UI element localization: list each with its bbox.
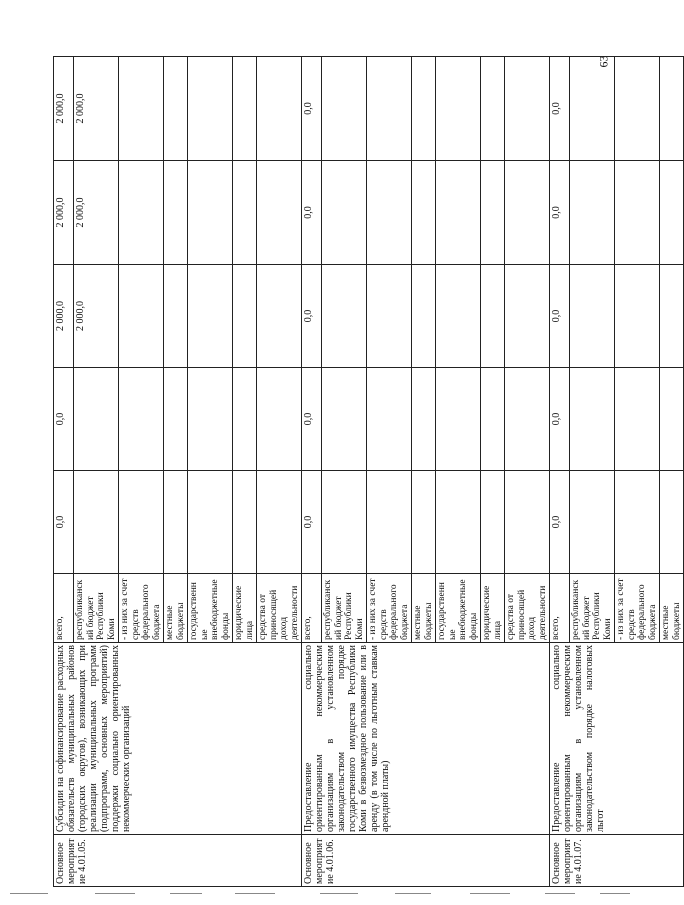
funding-source: государственные внебюджетные фонды [436,574,481,643]
measure-code: Основное мероприятие 4.01.07. [550,835,684,887]
measure-code: Основное мероприятие 4.01.06. [302,835,550,887]
scan-mark [10,893,48,894]
amount-cell [164,368,188,471]
scan-mark [320,893,358,894]
scan-mark [470,893,510,894]
amount-cell: 2 000,0 [74,265,119,368]
amount-cell [257,265,302,368]
amount-cell [322,161,367,265]
amount-cell: 0,0 [550,265,570,368]
amount-cell [570,471,615,574]
amount-cell [164,161,188,265]
amount-cell [164,57,188,161]
amount-cell [257,368,302,471]
amount-cell [436,265,481,368]
funding-source: средства от приносящей доход деятельности [257,574,302,643]
amount-cell [412,265,436,368]
scan-mark [95,893,135,894]
amount-cell [660,368,684,471]
amount-cell [188,265,233,368]
amount-cell: 2 000,0 [54,265,74,368]
measure-description: Предоставление социально ориентированным некоммерческим организациям в установленном законодательством порядке налоговых льгот [550,643,684,835]
amount-cell: 0,0 [302,265,322,368]
amount-cell [164,265,188,368]
amount-cell [505,57,550,161]
amount-cell [233,471,257,574]
scan-mark [545,893,575,894]
amount-cell [74,471,119,574]
amount-cell [570,161,615,265]
amount-cell [322,471,367,574]
amount-cell: 0,0 [54,368,74,471]
amount-cell [188,471,233,574]
amount-cell: 0,0 [550,57,570,161]
amount-cell [367,471,412,574]
amount-cell [367,161,412,265]
funding-source: республиканский бюджет Республики Коми [322,574,367,643]
amount-cell [188,161,233,265]
funding-source: всего, [302,574,322,643]
amount-cell [660,161,684,265]
amount-cell [322,368,367,471]
scan-mark [600,893,630,894]
amount-cell [257,471,302,574]
amount-cell [119,265,164,368]
amount-cell [119,57,164,161]
amount-cell [660,57,684,161]
amount-cell [367,368,412,471]
amount-cell [660,471,684,574]
amount-cell [481,265,505,368]
scan-mark [235,893,275,894]
amount-cell [436,161,481,265]
amount-cell [322,265,367,368]
funding-source: средства от приносящей доход деятельности [505,574,550,643]
amount-cell [188,57,233,161]
amount-cell [436,368,481,471]
amount-cell: 0,0 [54,471,74,574]
amount-cell: 2 000,0 [54,161,74,265]
amount-cell [570,57,615,161]
amount-cell [367,57,412,161]
amount-cell: 0,0 [550,471,570,574]
budget-table [53,56,684,887]
amount-cell [119,368,164,471]
amount-cell: 2 000,0 [74,57,119,161]
amount-cell [412,368,436,471]
funding-source: государственные внебюджетные фонды [188,574,233,643]
funding-source: республиканский бюджет Республики Коми [570,574,615,643]
amount-cell [74,368,119,471]
amount-cell [233,368,257,471]
funding-source: местные бюджеты [164,574,188,643]
amount-cell [505,471,550,574]
amount-cell [660,265,684,368]
amount-cell [570,368,615,471]
scan-mark [395,893,431,894]
amount-cell [615,161,660,265]
amount-cell [164,471,188,574]
amount-cell: 0,0 [550,161,570,265]
amount-cell: 2 000,0 [74,161,119,265]
table-row [54,57,74,887]
measure-code: Основное мероприятие 4.01.05. [54,835,302,887]
amount-cell [615,57,660,161]
amount-cell [257,161,302,265]
funding-source: юридические лица [481,574,505,643]
amount-cell [436,471,481,574]
funding-source: местные бюджеты [412,574,436,643]
funding-source: - из них за счет средств федерального бюджета [615,574,660,643]
amount-cell: 0,0 [302,368,322,471]
page-number: 63 [596,55,611,68]
amount-cell [481,161,505,265]
funding-source: всего, [54,574,74,643]
funding-source: республиканский бюджет Республики Коми [74,574,119,643]
measure-description: Субсидии на софинансирование расходных обязательств муниципальных районов (городских округов), возникающих при реализации муниципальных программ (подпрограмм, основных мероприятий) поддержки социально ориентированных некоммерческих организаций [54,643,302,835]
amount-cell [119,161,164,265]
funding-source: местные бюджеты [660,574,684,643]
amount-cell [481,57,505,161]
amount-cell [257,57,302,161]
amount-cell [505,161,550,265]
amount-cell [119,471,164,574]
amount-cell: 0,0 [302,57,322,161]
amount-cell: 2 000,0 [54,57,74,161]
table-row [302,57,322,887]
amount-cell [615,368,660,471]
amount-cell [481,368,505,471]
amount-cell [233,57,257,161]
amount-cell [412,471,436,574]
amount-cell [412,57,436,161]
table-body [54,57,684,887]
amount-cell [481,471,505,574]
table-row [550,57,570,887]
amount-cell: 0,0 [302,161,322,265]
amount-cell: 0,0 [550,368,570,471]
funding-source: - из них за счет средств федерального бюджета [367,574,412,643]
funding-source: всего, [550,574,570,643]
amount-cell [570,265,615,368]
measure-description: Предоставление социально ориентированным некоммерческим организациям в установленном законодательством порядке государственного имущества Республики Коми в безвозмездное пользование или в аренду (в том числе по льготным ставкам арендной платы) [302,643,550,835]
amount-cell [615,265,660,368]
funding-source: - из них за счет средств федерального бюджета [119,574,164,643]
funding-source: юридические лица [233,574,257,643]
amount-cell [505,368,550,471]
amount-cell: 0,0 [302,471,322,574]
amount-cell [436,57,481,161]
amount-cell [188,368,233,471]
amount-cell [615,471,660,574]
amount-cell [412,161,436,265]
amount-cell [505,265,550,368]
scan-mark [170,893,202,894]
amount-cell [367,265,412,368]
amount-cell [322,57,367,161]
amount-cell [233,265,257,368]
amount-cell [233,161,257,265]
